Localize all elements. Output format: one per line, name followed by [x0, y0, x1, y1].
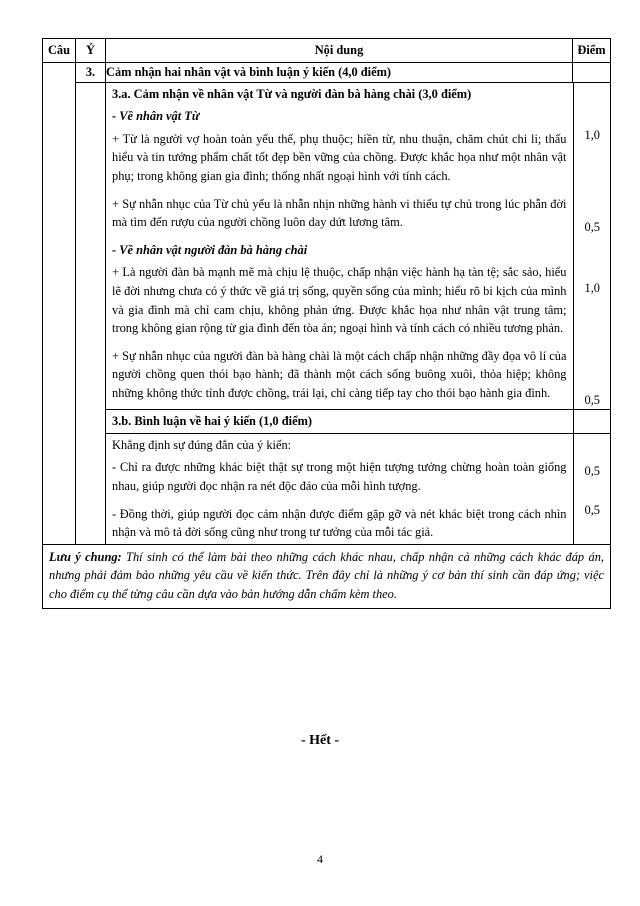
section-3b-point-1: - Chỉ ra được những khác biệt thật sự trong một hiện tượng tưởng chừng hoàn toàn giống nhau, giúp người đọc nhận ra nét độc đáo của mỗi hình tượng. — [112, 460, 567, 493]
section-3b — [106, 410, 611, 545]
dbhc-point-1: + Là người đàn bà mạnh mẽ mà chịu lệ thuộc, chấp nhận việc hành hạ tàn tệ; sắc sảo, hiểu lẽ đời nhưng chưa có ý thức về giá trị sống, quyền sống của mình; hiểu rõ bi kịch của mình và gia đình mà chỉ cam chịu, không phản ứng. Được khắc họa như nhân vật trung tâm; trong không gian rộng từ gia đình đến tòa án; ngoại hình và tính cách có nhiều tương phản. — [112, 265, 567, 336]
section-3b-table — [106, 410, 611, 544]
section-3b-point-1-score: 0,5 — [584, 463, 600, 478]
dbhc-point-1-score: 1,0 — [584, 280, 600, 295]
section-3a-row — [43, 82, 611, 410]
general-note-row — [43, 544, 611, 608]
section-3b-title: 3.b. Bình luận về hai ý kiến (1,0 điểm) — [112, 414, 313, 429]
general-note-label: Lưu ý chung: — [49, 549, 122, 564]
tu-point-2-score: 0,5 — [584, 219, 600, 234]
general-note — [43, 544, 611, 608]
section-3a-body — [106, 83, 573, 410]
tu-heading: - Về nhân vật Từ — [112, 109, 200, 124]
header-noi-dung: Nội dung — [106, 39, 573, 63]
question-3-title-row — [43, 63, 611, 83]
grading-sheet — [42, 38, 610, 609]
section-3a — [106, 82, 611, 410]
section-y-cell — [76, 82, 106, 544]
end-mark: - Hết - — [300, 733, 340, 748]
section-3b-body — [106, 433, 573, 543]
question-title-score — [573, 63, 611, 83]
section-3b-point-2: - Đồng thời, giúp người đọc cảm nhận được điểm gặp gỡ và nét khác biệt trong cách nhìn nhận và mô tả đời sống cũng như trong tư tưởng của mỗi tác giả. — [112, 506, 567, 540]
question-number: 3. — [76, 63, 106, 83]
table-header-row — [43, 39, 611, 63]
section-3b-point-2-score: 0,5 — [584, 502, 600, 517]
question-title: Cảm nhận hai nhân vật và bình luận ý kiến (4,0 điểm) — [106, 63, 573, 83]
section-3a-title: 3.a. Cảm nhận về nhân vật Từ và người đàn bà hàng chài (3,0 điểm) — [112, 86, 472, 101]
header-diem: Điểm — [573, 39, 611, 63]
dbhc-point-2: + Sự nhẫn nhục của người đàn bà hàng chài là một cách chấp nhận những đầy đọa vô lí của người chồng quen thói bạo hành; đã thành một cách sống buông xuôi, thỏa hiệp; không những không thức tỉnh được chồng, trái lại, chỉ càng tiếp tay cho thói bạo hành gia đình. — [112, 348, 567, 400]
section-3b-row — [43, 410, 611, 545]
question-cau-cell — [43, 63, 76, 545]
general-note-text: Thí sinh có thể làm bài theo những cách khác nhau, chấp nhận cả những cách khác đáp án, nhưng phải đảm bảo những yêu cầu về kiến thức. Trên đây chỉ là những ý cơ bản thí sinh cần đáp ứng; việc cho điểm cụ thể từng câu cần dựa vào bản hướng dẫn chấm kèm theo. — [49, 549, 605, 601]
grading-table — [42, 38, 611, 609]
tu-point-1: + Từ là người vợ hoàn toàn yếu thế, phụ thuộc; hiền từ, nhu thuận, chăm chút chi li; thấu hiểu và tin tưởng phẩm chất tốt đẹp bền vững của chồng. Được khắc họa như một nhân vật phụ; trong không gian gia đình; thống nhất ngoại hình với tính cách. — [112, 131, 567, 183]
section-3b-scores — [573, 433, 611, 543]
dbhc-heading: - Về nhân vật người đàn bà hàng chài — [112, 242, 308, 257]
dbhc-point-2-score: 0,5 — [584, 392, 600, 407]
tu-point-1-score: 1,0 — [584, 127, 600, 142]
section-3a-scores — [573, 83, 611, 410]
header-cau: Câu — [43, 39, 76, 63]
tu-point-2: + Sự nhẫn nhục của Từ chủ yếu là nhẫn nhịn những hành vi thiếu tự chủ trong lúc phẫn đời mà tìm đến rượu của người chồng luôn day dứt lương tâm. — [112, 196, 567, 230]
section-3a-table — [106, 83, 611, 410]
header-y: Ý — [76, 39, 106, 63]
section-3b-intro: Khẳng định sự đúng đắn của ý kiến: — [112, 437, 292, 452]
page-number: 4 — [317, 852, 323, 866]
